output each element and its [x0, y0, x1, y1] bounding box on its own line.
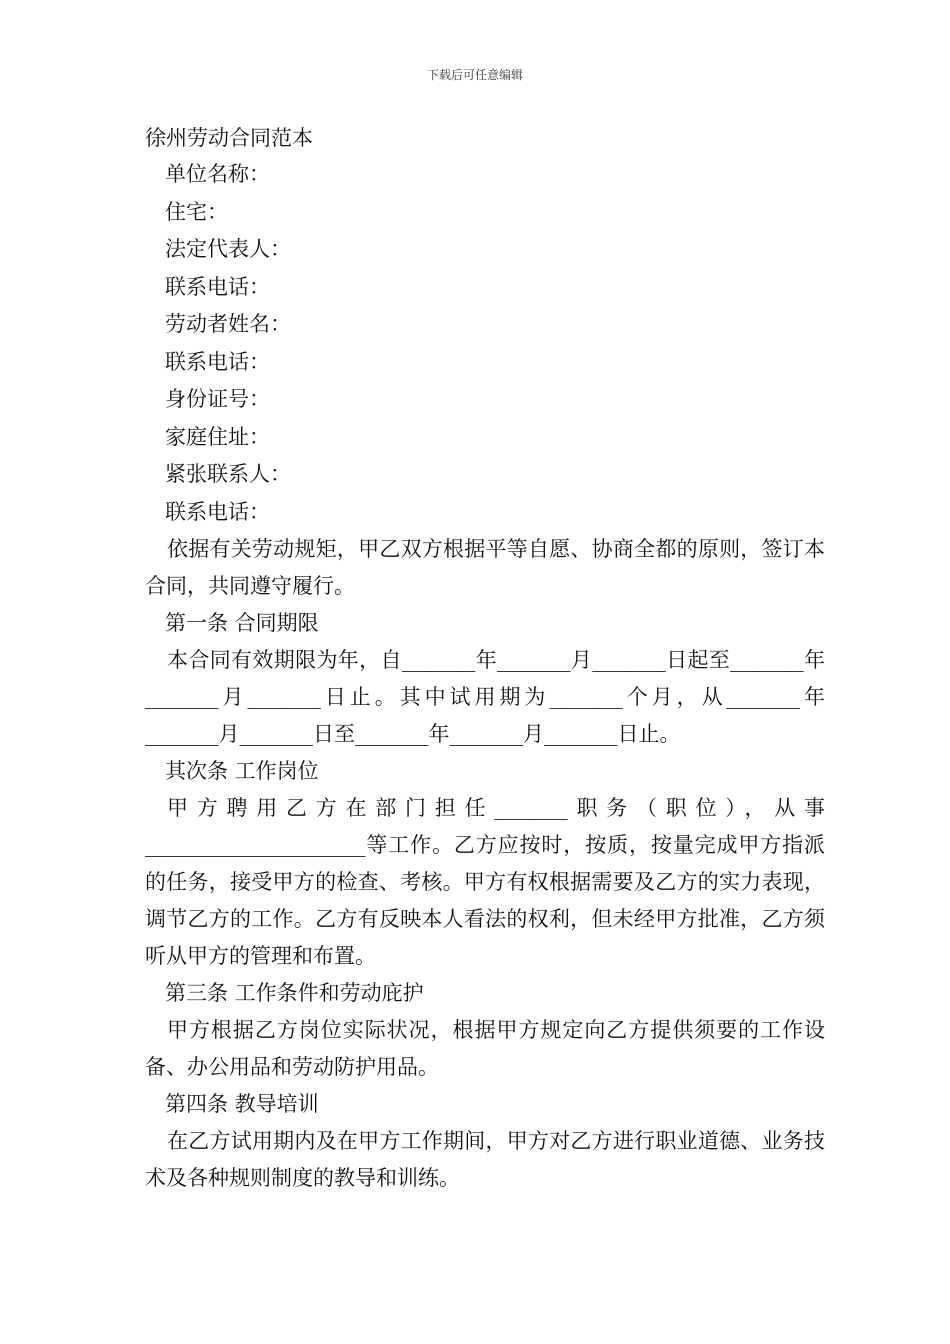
field-emergency-contact: 紧张联系人： [165, 462, 291, 486]
field-worker-name: 劳动者姓名： [165, 312, 291, 336]
article-title: 其次条 工作岗位 [165, 759, 319, 783]
document-title: 徐州劳动合同范本 [145, 126, 313, 150]
article-title: 第三条 工作条件和劳动庇护 [165, 981, 424, 1005]
field-legal-representative: 法定代表人： [165, 237, 291, 261]
contract-document [145, 120, 825, 1197]
article-body: 本合同有效期限为年，自_______年_______月_______日起至_______年_______月_______日止。其中试用期为_______个月，从_______年_______月_______日至_______年_______月_______日止。 [145, 648, 825, 746]
field-worker-phone: 联系电话： [165, 349, 270, 374]
field-id-number: 身份证号： [165, 387, 270, 411]
article-4 [145, 1086, 825, 1197]
article-2 [145, 753, 825, 975]
field-unit-name: 单位名称： [165, 162, 270, 186]
party-info-fields [145, 156, 825, 531]
field-residence: 住宅： [165, 199, 228, 224]
field-home-address: 家庭住址： [165, 424, 270, 449]
article-1 [145, 605, 825, 753]
article-body: 在乙方试用期内及在甲方工作期间，甲方对乙方进行职业道德、业务技术及各种规则制度的教导和训练。 [145, 1129, 825, 1190]
field-employer-phone: 联系电话： [165, 274, 270, 299]
article-3 [145, 975, 825, 1086]
article-title: 第一条 合同期限 [165, 611, 319, 635]
article-title: 第四条 教导培训 [165, 1092, 319, 1116]
article-body: 甲方根据乙方岗位实际状况，根据甲方规定向乙方提供须要的工作设备、办公用品和劳动防护用品。 [145, 1018, 825, 1079]
intro-paragraph: 依据有关劳动规矩，甲乙双方根据平等自愿、协商全都的原则，签订本合同，共同遵守履行。 [145, 537, 825, 598]
field-emergency-phone: 联系电话： [165, 499, 270, 524]
page-header-note: 下载后可任意编辑 [426, 68, 523, 82]
article-body: 甲方聘用乙方在部门担任_______职务（职位），从事_____________________等工作。乙方应按时，按质，按量完成甲方指派的任务，接受甲方的检查、考核。甲方有权根据需要及乙方的实力表现，调节乙方的工作。乙方有反映本人看法的权利，但未经甲方批准，乙方须听从甲方的管理和布置。 [145, 796, 825, 968]
